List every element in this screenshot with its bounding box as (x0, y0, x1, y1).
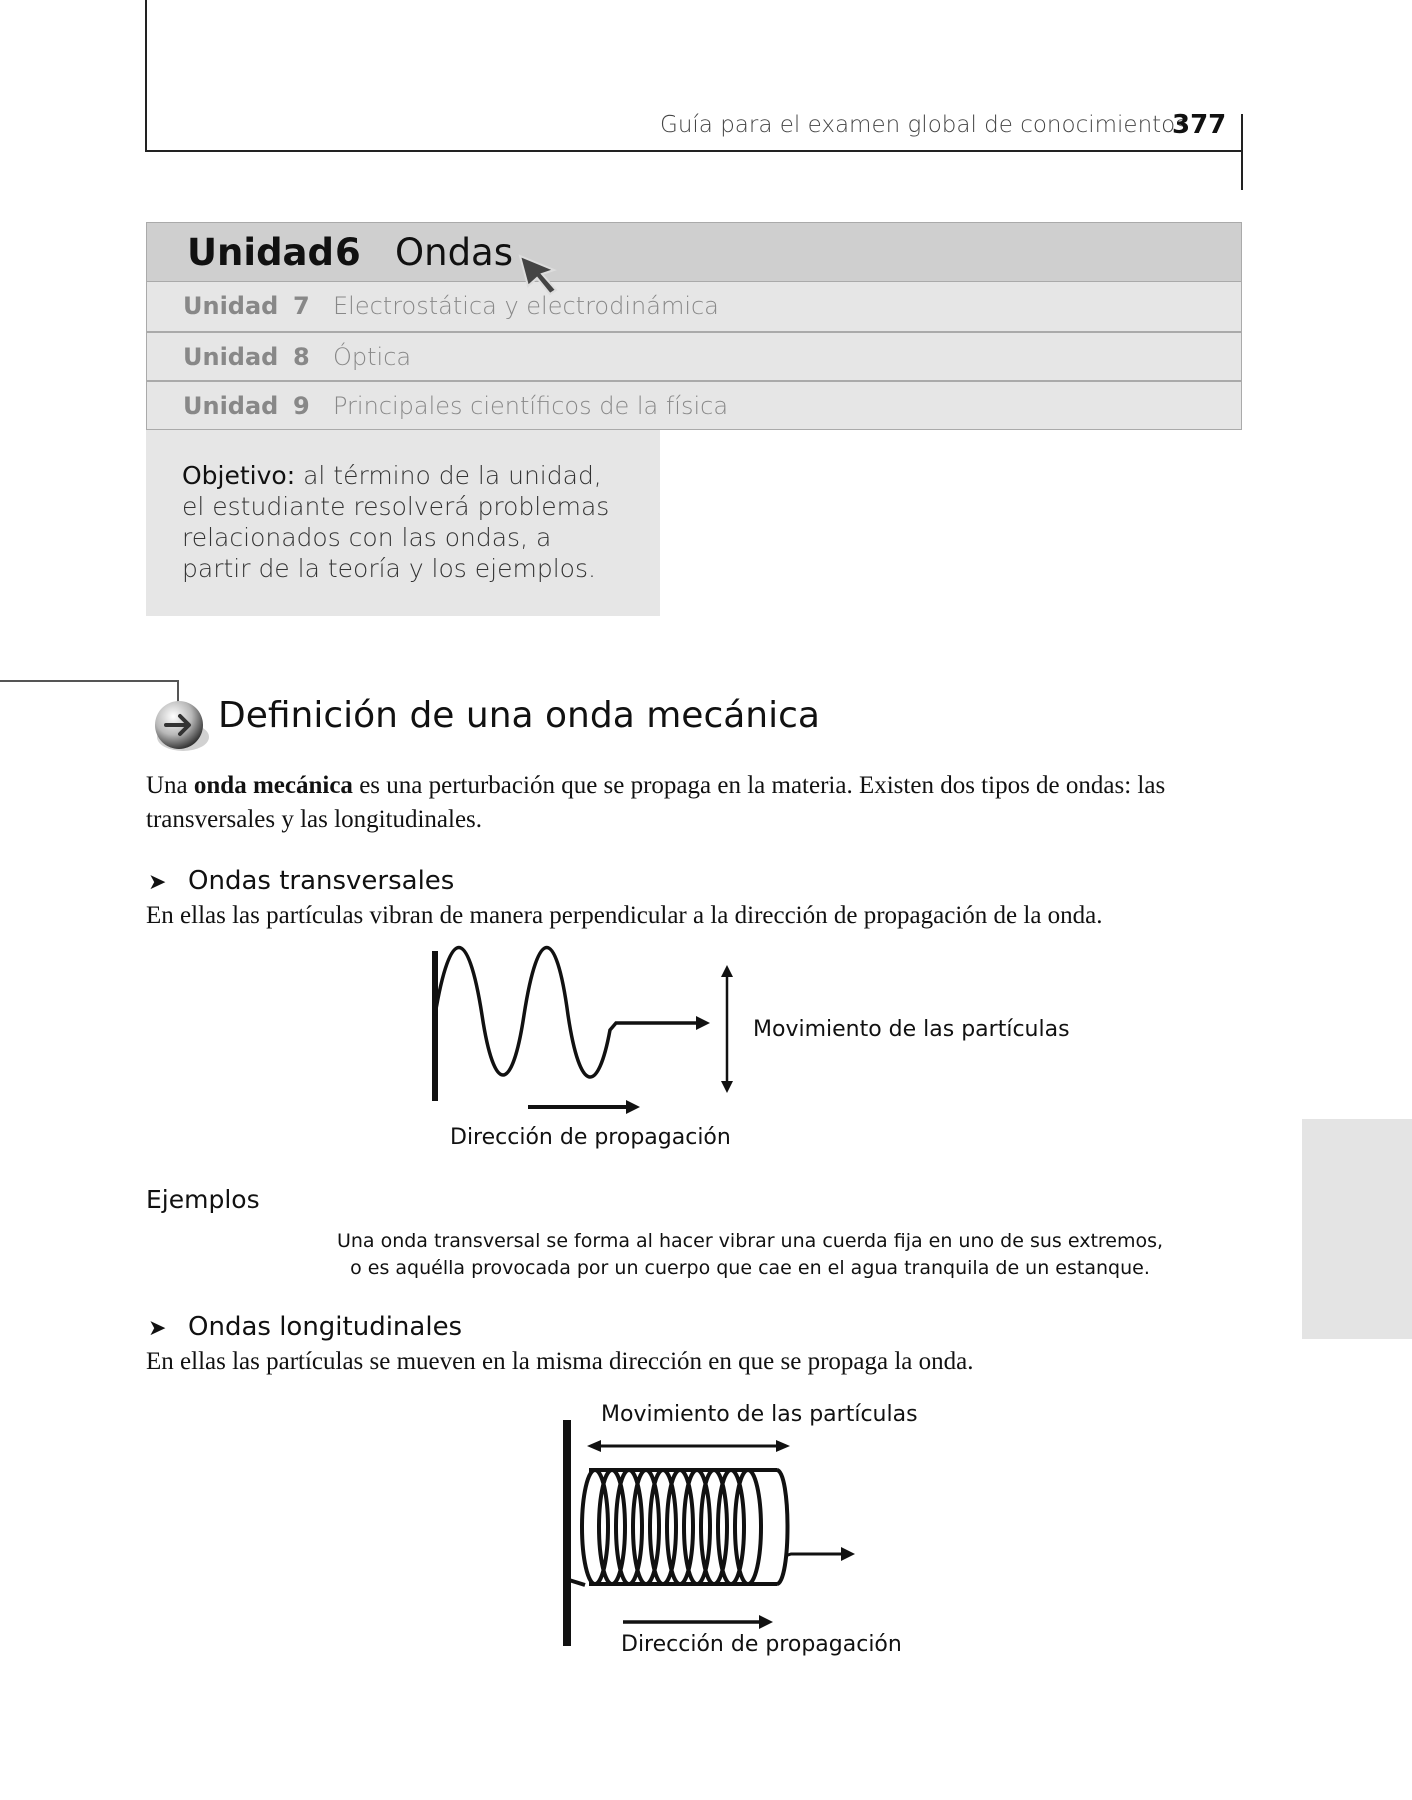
bullet-longitudinal (148, 1312, 462, 1342)
fixed-wall (563, 1420, 571, 1646)
unit-title: Electrostática y electrodinámica (333, 292, 719, 320)
intro-paragraph (146, 769, 1244, 837)
transversal-description: En ellas las partículas vibran de manera perpendicular a la dirección de propagación de la onda. (146, 902, 1103, 929)
unit-number: 8 (293, 343, 310, 371)
unit-row (146, 332, 1242, 381)
header-left-rule (145, 0, 147, 152)
examples-text: Una onda transversal se forma al hacer vibrar una cuerda fija en uno de sus extremos, o es aquélla provocada por un cuerpo que cae en el agua tranquila de un estanque. (336, 1230, 1164, 1279)
unit-number: 7 (293, 292, 310, 320)
header-rule (145, 150, 1243, 152)
intro-bold-term: onda mecánica (193, 772, 353, 799)
examples-heading: Ejemplos (146, 1185, 260, 1214)
intro-text: Una (146, 772, 194, 799)
bullet-transversal (148, 866, 454, 896)
wave-arrowhead (696, 1016, 710, 1030)
unit-word: Unidad (187, 231, 335, 274)
objective-box (146, 430, 660, 616)
unit-row (146, 282, 1242, 332)
particle-motion-arrowhead-down (721, 1081, 733, 1093)
fixed-wall (432, 951, 438, 1101)
wave-line (785, 1554, 845, 1556)
particle-motion-arrowhead-up (721, 965, 733, 977)
unit-word: Unidad (183, 343, 279, 371)
longitudinal-wave-figure (555, 1420, 885, 1650)
propagation-direction-label: Dirección de propagación (621, 1632, 902, 1657)
particle-motion-arrowhead-left (587, 1440, 601, 1452)
chapter-thumb-tab (1302, 1119, 1412, 1339)
unit-title: Ondas (395, 231, 514, 274)
objective-body: al término de la unidad, el estudiante resolverá problemas relacionados con las ondas, a partir de la teoría y los ejemplos. (182, 461, 610, 583)
unit-word: Unidad (183, 292, 279, 320)
unit-title: Óptica (333, 343, 412, 371)
particle-motion-arrowhead-right (776, 1440, 790, 1452)
unit-row-current (146, 222, 1242, 282)
unit-number: 9 (293, 392, 310, 420)
spring-end (777, 1470, 788, 1584)
wave-line (435, 948, 698, 1078)
unit-number: 6 (335, 231, 361, 274)
mouse-pointer-icon (516, 252, 564, 296)
running-title: Guía para el examen global de conocimientos (660, 112, 1188, 138)
spring-attach (569, 1580, 585, 1585)
header-right-rule (1241, 114, 1243, 190)
bullet-arrow-icon: ➤ (148, 870, 167, 895)
propagation-arrowhead (626, 1100, 640, 1114)
longitudinal-description: En ellas las partículas se mueven en la misma dirección en que se propaga la onda. (146, 1348, 974, 1375)
arrow-right-circle-icon (146, 692, 216, 762)
objective-label: Objetivo: (182, 461, 296, 490)
particle-motion-label: Movimiento de las partículas (601, 1402, 918, 1427)
bullet-arrow-icon: ➤ (148, 1316, 167, 1341)
objective-text (182, 460, 622, 584)
unit-title: Principales científicos de la física (333, 392, 729, 420)
subheading-transversal: Ondas transversales (188, 866, 455, 896)
transverse-wave-figure (420, 945, 740, 1125)
wave-arrowhead (841, 1547, 855, 1561)
intro-text: es una perturbación que se propaga en la materia. Existen dos tipos de ondas: las transversales y las longitudinales. (146, 772, 1166, 833)
spring-coil (735, 1470, 761, 1584)
unit-row (146, 381, 1242, 430)
section-title: Definición de una onda mecánica (218, 695, 820, 736)
propagation-direction-label: Dirección de propagación (450, 1125, 731, 1150)
section-rule (0, 680, 178, 682)
unit-word: Unidad (183, 392, 279, 420)
subheading-longitudinal: Ondas longitudinales (188, 1312, 463, 1342)
page-number: 377 (1172, 110, 1227, 140)
propagation-arrowhead (759, 1615, 773, 1629)
particle-motion-label: Movimiento de las partículas (753, 1017, 1070, 1042)
